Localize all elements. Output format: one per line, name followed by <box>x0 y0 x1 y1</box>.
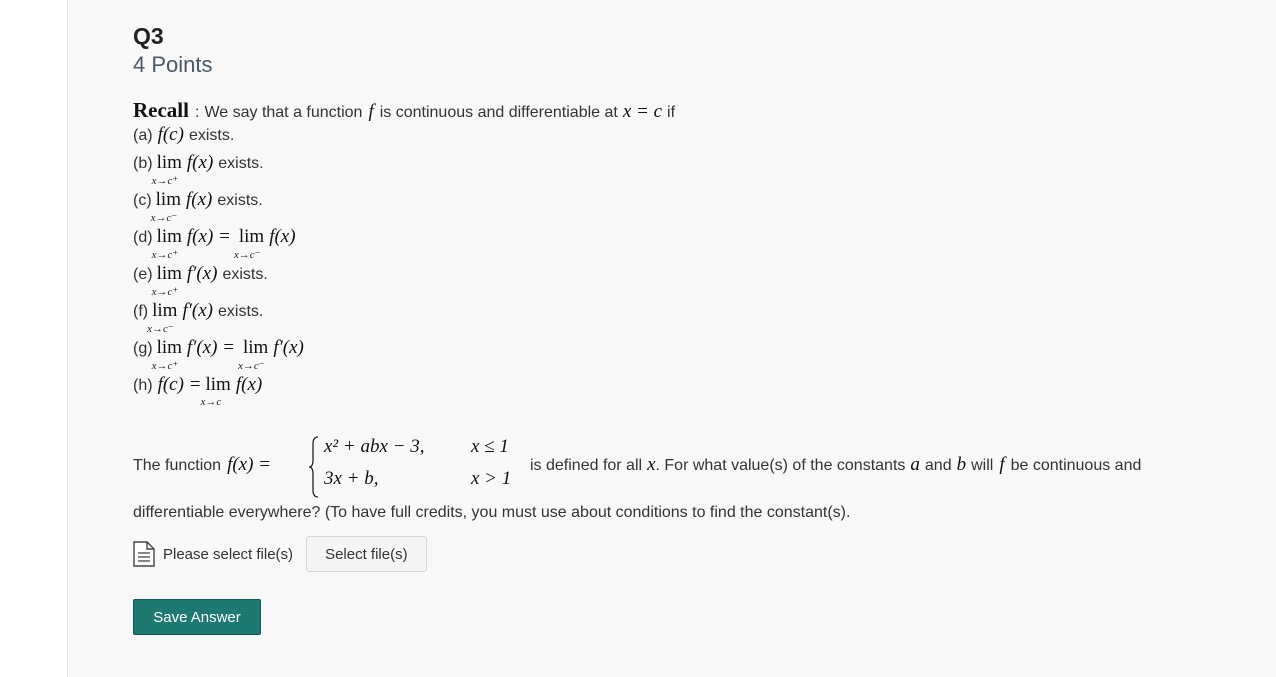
condition-suffix: exists. <box>217 303 264 320</box>
condition-label: (f) <box>133 303 149 320</box>
limit-operator-2: lim x→c⁻ <box>238 337 269 372</box>
limit-subscript: x→c⁻ <box>147 323 174 335</box>
trail-text-2: . For what value(s) of the constants <box>655 457 906 474</box>
limit-operator: lim x→c⁺ <box>151 263 182 298</box>
trail-text-3: be continuous and <box>1010 457 1142 474</box>
condition-expr: f(x) <box>235 374 263 395</box>
limit-operator: lim x→c⁻ <box>147 300 178 335</box>
question-title: Q3 <box>133 23 164 49</box>
trail-f: f <box>999 454 1005 475</box>
condition-suffix: exists. <box>218 155 264 172</box>
recall-text-1: We say that a function <box>204 104 363 121</box>
limit-subscript: x→c⁻ <box>238 360 265 372</box>
condition-label: (b) <box>133 155 153 172</box>
question-panel <box>69 0 1276 677</box>
function-question-line-2: differentiable everywhere? (To have full credits, you must use about conditions to find the constant(s). <box>133 504 851 521</box>
limit-subscript: x→c <box>200 396 222 408</box>
trail-text-1: is defined for all <box>530 457 643 474</box>
condition-label: (c) <box>133 192 152 209</box>
limit-operator: lim x→c⁺ <box>151 337 182 372</box>
condition-suffix: exists. <box>222 266 268 283</box>
recall-f: f <box>368 101 374 122</box>
limit-subscript: x→c⁺ <box>151 249 179 261</box>
function-fx: f(x) = <box>227 454 271 475</box>
recall-x-eq-c: x = c <box>622 101 663 122</box>
function-lead-text: The function <box>133 457 222 474</box>
recall-colon: : <box>194 104 200 121</box>
recall-text-2: is continuous and differentiable at <box>379 104 618 121</box>
limit-subscript: x→c⁻ <box>150 212 178 224</box>
file-status-text: Please select file(s) <box>163 545 294 563</box>
left-gutter <box>0 0 68 677</box>
condition-expr: f(x) = <box>186 226 231 247</box>
save-answer-button[interactable]: Save Answer <box>133 599 261 635</box>
trail-will: will <box>971 457 994 474</box>
question-points: 4 Points <box>133 52 213 77</box>
condition-expr: f(c) <box>157 124 184 145</box>
document-icon <box>133 541 155 567</box>
limit-operator-2: lim x→c⁻ <box>233 226 265 261</box>
condition-label: (a) <box>133 127 153 144</box>
select-files-button[interactable]: Select file(s) <box>306 536 427 572</box>
trail-a: a <box>910 454 920 475</box>
limit-subscript: x→c⁻ <box>233 249 261 261</box>
condition-expr: f(x) <box>186 152 214 173</box>
limit-operator: lim x→c⁻ <box>150 189 181 224</box>
limit-operator: lim x→c⁺ <box>151 152 182 187</box>
condition-expr: f′(x) <box>186 263 218 284</box>
function-trailing-text <box>530 454 1141 476</box>
condition-label: (h) <box>133 377 153 394</box>
limit-subscript: x→c⁺ <box>151 360 179 372</box>
limit-operator: lim x→c <box>200 374 231 408</box>
function-definition <box>133 432 1263 498</box>
condition-label: (e) <box>133 266 153 283</box>
case-2-condition: x > 1 <box>471 468 512 489</box>
condition-expr: f′(x) <box>182 300 213 321</box>
condition-suffix: exists. <box>217 192 263 209</box>
trail-b: b <box>956 454 967 475</box>
condition-expr: f′(x) = <box>186 337 235 358</box>
trail-x: x <box>647 454 656 475</box>
limit-subscript: x→c⁺ <box>151 286 179 298</box>
case-1-expression: x² + abx − 3, <box>324 436 425 457</box>
case-2-expression: 3x + b, <box>324 468 379 489</box>
condition-label: (d) <box>133 229 153 246</box>
recall-label: Recall <box>133 98 189 122</box>
function-lead <box>133 454 271 476</box>
file-upload-row <box>133 536 427 572</box>
left-brace-icon <box>309 436 319 498</box>
condition-suffix: exists. <box>188 127 235 144</box>
recall-text-3: if <box>667 104 676 121</box>
case-1-condition: x ≤ 1 <box>471 436 509 457</box>
condition-label: (g) <box>133 340 153 357</box>
condition-expr: f(x) <box>186 189 213 210</box>
trail-and: and <box>924 457 952 474</box>
condition-expr-2: f′(x) <box>273 337 304 358</box>
condition-expr-2: f(x) <box>269 226 296 247</box>
question-body <box>133 0 1273 677</box>
limit-subscript: x→c⁺ <box>151 175 179 187</box>
limit-operator: lim x→c⁺ <box>151 226 182 261</box>
condition-expr-pre: f(c) = <box>157 374 202 395</box>
